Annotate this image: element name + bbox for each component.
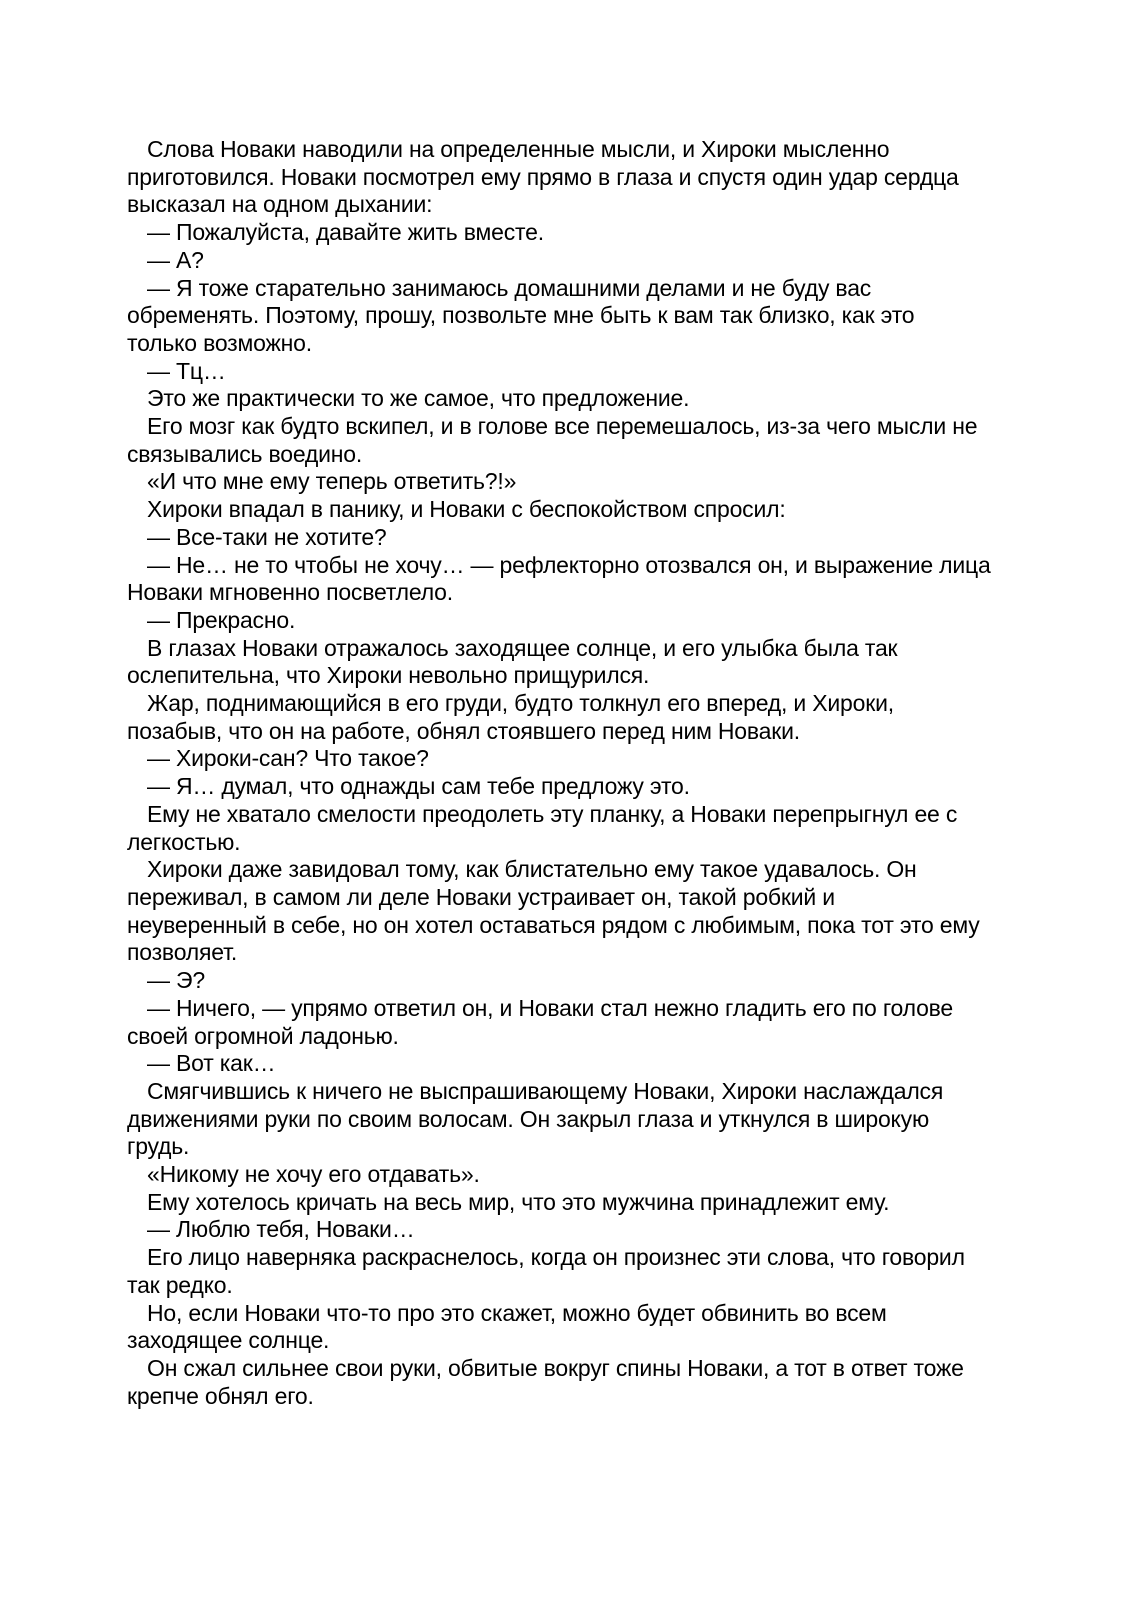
- text-line: Хироки впадал в панику, и Новаки с беспокойством спросил:: [147, 496, 786, 523]
- text-line: — А?: [147, 246, 204, 273]
- text-line: Его мозг как будто вскипел, и в голове все перемешалось, из-за чего мысли не: [147, 413, 978, 440]
- text-line: — Люблю тебя, Новаки…: [147, 1216, 415, 1243]
- text-line: Смягчившись к ничего не выспрашивающему Новаки, Хироки наслаждался: [147, 1077, 944, 1104]
- text-line: — Хироки-сан? Что такое?: [147, 745, 429, 772]
- text-line: переживал, в самом ли деле Новаки устраивает он, такой робкий и: [127, 883, 835, 910]
- text-line: связывались воедино.: [127, 440, 363, 467]
- text-line: — Пожалуйста, давайте жить вместе.: [147, 219, 544, 246]
- text-line: — Тц…: [147, 357, 226, 384]
- text-line: приготовился. Новаки посмотрел ему прямо в глаза и спустя один удар сердца: [127, 163, 959, 190]
- text-line: Слова Новаки наводили на определенные мысли, и Хироки мысленно: [147, 136, 890, 162]
- text-line: крепче обнял его.: [127, 1382, 314, 1409]
- text-line: грудь.: [127, 1133, 190, 1160]
- text-line: «И что мне ему теперь ответить?!»: [147, 468, 517, 495]
- text-line: В глазах Новаки отражалось заходящее солнце, и его улыбка была так: [147, 634, 898, 661]
- text-line: позволяет.: [127, 939, 238, 966]
- text-line: Ему не хватало смелости преодолеть эту планку, а Новаки перепрыгнул ее с: [147, 800, 958, 827]
- text-line: Ему хотелось кричать на весь мир, что это мужчина принадлежит ему.: [147, 1188, 890, 1215]
- text-line: Но, если Новаки что-то про это скажет, можно будет обвинить во всем: [147, 1299, 887, 1326]
- text-line: позабыв, что он на работе, обнял стоявшего перед ним Новаки.: [127, 717, 800, 744]
- text-line: Новаки мгновенно посветлело.: [127, 579, 453, 606]
- text-line: Хироки даже завидовал тому, как блистательно ему такое удавалось. Он: [147, 856, 917, 883]
- text-line: Он сжал сильнее свои руки, обвитые вокруг спины Новаки, а тот в ответ тоже: [147, 1354, 964, 1381]
- text-line: — Вот как…: [147, 1050, 276, 1077]
- text-line: неуверенный в себе, но он хотел оставаться рядом с любимым, пока тот это ему: [127, 911, 980, 938]
- text-line: так редко.: [127, 1271, 233, 1298]
- text-line: — Ничего, — упрямо ответил он, и Новаки стал нежно гладить его по голове: [147, 994, 954, 1021]
- text-line: — Я… думал, что однажды сам тебе предложу это.: [147, 773, 690, 800]
- text-line: только возможно.: [127, 329, 312, 356]
- text-block: [127, 136, 1007, 1410]
- text-line: — Я тоже старательно занимаюсь домашними делами и не буду вас: [147, 274, 872, 301]
- text-line: высказал на одном дыхании:: [127, 191, 433, 218]
- text-line: — Все-таки не хотите?: [147, 523, 387, 550]
- text-line: обременять. Поэтому, прошу, позвольте мне быть к вам так близко, как это: [127, 302, 915, 329]
- text-line: движениями руки по своим волосам. Он закрыл глаза и уткнулся в широкую: [127, 1105, 930, 1132]
- text-line: — Э?: [147, 967, 205, 994]
- text-line: — Прекрасно.: [147, 606, 296, 633]
- text-line: «Никому не хочу его отдавать».: [147, 1161, 480, 1188]
- text-line: ослепительна, что Хироки невольно прищурился.: [127, 662, 650, 689]
- text-line: Жар, поднимающийся в его груди, будто толкнул его вперед, и Хироки,: [147, 690, 894, 717]
- text-line: своей огромной ладонью.: [127, 1022, 399, 1049]
- text-line: Это же практически то же самое, что предложение.: [147, 385, 690, 412]
- text-line: — Не… не то чтобы не хочу… — рефлекторно отозвался он, и выражение лица: [147, 551, 991, 578]
- text-line: легкостью.: [127, 828, 241, 855]
- text-line: заходящее солнце.: [127, 1327, 330, 1354]
- text-line: Его лицо наверняка раскраснелось, когда он произнес эти слова, что говорил: [147, 1244, 965, 1271]
